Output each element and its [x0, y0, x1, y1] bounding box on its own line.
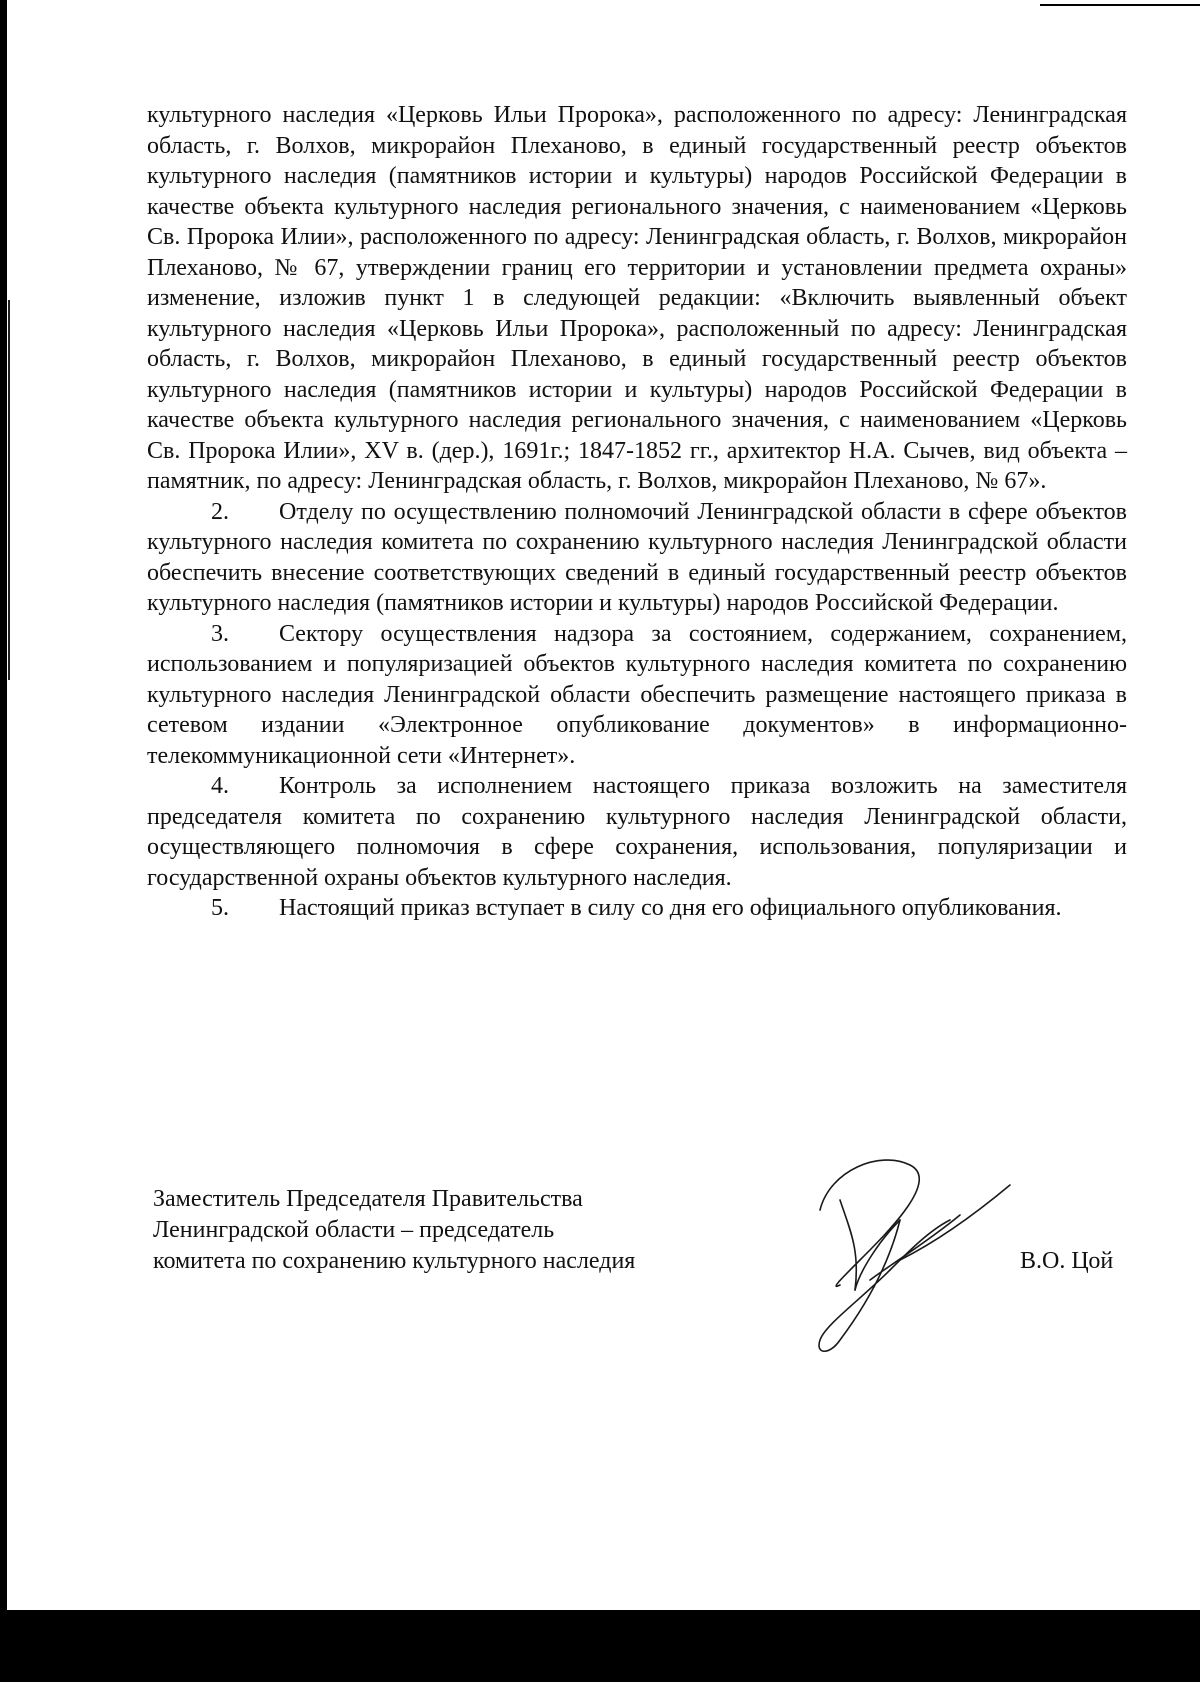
item-text: Отделу по осуществлению полномочий Ленинградской области в сфере объектов культурного наследия комитета по сохранению культурного наследия Ленинградской области обеспечить внесение соответствующих сведений в единый государственный реестр объектов культурного наследия (памятников истории и культуры) народов Российской Федерации.: [147, 498, 1127, 616]
signatory-title-line: комитета по сохранению культурного наследия: [153, 1248, 636, 1274]
handwritten-signature-icon: [800, 1140, 1030, 1360]
signatory-title-line: Ленинградской области – председатель: [153, 1217, 555, 1243]
paragraph-continuation: культурного наследия «Церковь Ильи Пророка», расположенного по адресу: Ленинградская область, г. Волхов, микрорайон Плеханово, в единый государственный реестр объектов культурного наследия (памятников истории и культуры) народов Российской Федерации в качестве объекта культурного наследия регионального значения, с наименованием «Церковь Св. Пророка Илии», расположенного по адресу: Ленинградская область, г. Волхов, микрорайон Плеханово, № 67, утверждении границ его территории и установлении предмета охраны» изменение, изложив пункт 1 в следующей редакции: «Включить выявленный объект культурного наследия «Церковь Ильи Пророка», расположенный по адресу: Ленинградская область, г. Волхов, микрорайон Плеханово, в единый государственный реестр объектов культурного наследия (памятников истории и культуры) народов Российской Федерации в качестве объекта культурного наследия регионального значения, с наименованием «Церковь Св. Пророка Илии», XV в. (дер.), 1691г.; 1847-1852 гг., архитектор Н.А. Сычев, вид объекта – памятник, по адресу: Ленинградская область, г. Волхов, микрорайон Плеханово, № 67».: [147, 102, 1127, 494]
item-number: 2.: [211, 498, 229, 525]
item-number: 5.: [211, 895, 229, 921]
item-number: 4.: [211, 773, 229, 799]
scan-border-bottom: [0, 1610, 1200, 1682]
list-item-4: [147, 771, 1127, 893]
signer-name: В.О. Цой: [1020, 1248, 1114, 1274]
item-text: Настоящий приказ вступает в силу со дня его официального опубликования.: [279, 895, 1062, 921]
item-text: Сектору осуществления надзора за состоянием, содержанием, сохранением, использованием и популяризацией объектов культурного наследия комитета по сохранению культурного наследия Ленинградской области обеспечить размещение настоящего приказа в сетевом издании «Электронное опубликование документов» в информационно-телекоммуникационной сети «Интернет».: [147, 620, 1127, 769]
scan-border-top: [1040, 4, 1200, 6]
list-item-3: [147, 619, 1127, 772]
document-body: [147, 100, 1127, 924]
list-item-5: [147, 893, 1127, 924]
list-item-2: [147, 497, 1127, 619]
item-text: Контроль за исполнением настоящего приказа возложить на заместителя председателя комитета по сохранению культурного наследия Ленинградской области, осуществляющего полномочия в сфере сохранения, использования, популяризации и государственной охраны объектов культурного наследия.: [147, 773, 1127, 891]
item-number: 3.: [211, 620, 229, 647]
scan-border-left: [0, 0, 7, 1682]
scan-artifact-line: [8, 300, 10, 680]
signatory-title-line: Заместитель Председателя Правительства: [153, 1186, 583, 1212]
